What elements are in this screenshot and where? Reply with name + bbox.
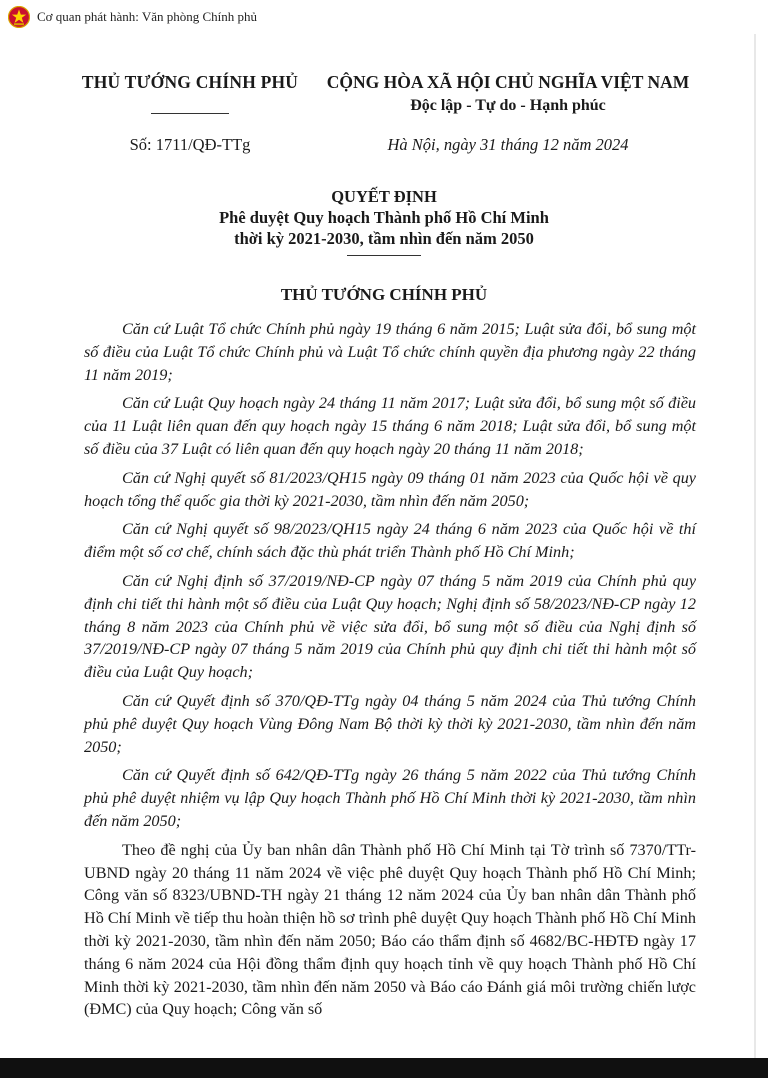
preamble-paragraph: Căn cứ Luật Tổ chức Chính phủ ngày 19 tháng 6 năm 2015; Luật sửa đổi, bổ sung một số điều của Luật Tổ chức Chính phủ và Luật Tổ chức chính quyền địa phương ngày 22 tháng 11 năm 2019; <box>84 320 696 384</box>
national-motto: Độc lập - Tự do - Hạnh phúc <box>410 97 606 114</box>
agency-block <box>70 72 310 114</box>
state-emblem-icon <box>8 6 30 28</box>
national-name: CỘNG HÒA XÃ HỘI CHỦ NGHĨA VIỆT NAM <box>326 72 690 92</box>
document-title-line-2: thời kỳ 2021-2030, tầm nhìn đến năm 2050 <box>234 229 534 248</box>
issuing-agency: THỦ TƯỚNG CHÍNH PHỦ <box>81 72 299 92</box>
agency-underline <box>151 113 229 114</box>
preamble-paragraph: Căn cứ Quyết định số 642/QĐ-TTg ngày 26 tháng 5 năm 2022 của Thủ tướng Chính phủ phê duyệt nhiệm vụ lập Quy hoạch Thành phố Hồ Chí Minh thời kỳ 2021-2030, tầm nhìn đến năm 2050; <box>84 766 696 830</box>
preamble-paragraph: Căn cứ Nghị quyết số 81/2023/QH15 ngày 09 tháng 01 năm 2023 của Quốc hội về quy hoạch tổng thể quốc gia thời kỳ 2021-2030, tầm nhìn đến năm 2050; <box>84 468 696 510</box>
document-type: QUYẾT ĐỊNH <box>331 187 437 206</box>
preamble-paragraph: Theo đề nghị của Ủy ban nhân dân Thành phố Hồ Chí Minh tại Tờ trình số 7370/TTr-UBND ngày 20 tháng 11 năm 2024 về việc phê duyệt Quy hoạch Thành phố Hồ Chí Minh; Công văn số 8323/UBND-TH ngày 21 tháng 12 năm 2024 của Ủy ban nhân dân Thành phố Hồ Chí Minh về tiếp thu hoàn thiện hồ sơ trình phê duyệt Quy hoạch Thành phố Hồ Chí Minh thời kỳ 2021-2030, tầm nhìn đến năm 2050; Báo cáo thẩm định số 4682/BC-HĐTĐ ngày 17 tháng 6 năm 2024 của Hội đồng thẩm định quy hoạch tỉnh về quy hoạch Thành phố Hồ Chí Minh thời kỳ 2021-2030, tầm nhìn đến năm 2050 và Báo cáo Đánh giá môi trường chiến lược (ĐMC) của Quy hoạch; Công văn số <box>84 840 696 1019</box>
bottom-edge <box>0 1058 768 1078</box>
national-header <box>318 72 698 115</box>
preamble-paragraph: Căn cứ Nghị định số 37/2019/NĐ-CP ngày 07 tháng 5 năm 2019 của Chính phủ quy định chi tiết thi hành một số điều của Luật Quy hoạch; Nghị định số 58/2023/NĐ-CP ngày 12 tháng 8 năm 2023 của Chính phủ về việc sửa đổi, bổ sung một số điều của Nghị định số 37/2019/NĐ-CP ngày 07 tháng 5 năm 2019 của Chính phủ quy định chi tiết thi hành một số điều của Luật Quy hoạch; <box>84 571 696 682</box>
issuer-label: Cơ quan phát hành: Văn phòng Chính phủ <box>37 9 258 24</box>
title-block <box>0 187 768 256</box>
document-dateline: Hà Nội, ngày 31 tháng 12 năm 2024 <box>387 135 629 154</box>
issuer-bar <box>0 0 768 34</box>
authority-heading: THỦ TƯỚNG CHÍNH PHỦ <box>280 285 488 304</box>
preamble-paragraph: Căn cứ Luật Quy hoạch ngày 24 tháng 11 năm 2017; Luật sửa đổi, bổ sung một số điều của 11 Luật liên quan đến quy hoạch ngày 15 tháng 6 năm 2018; Luật sửa đổi, bổ sung một số điều của 37 Luật có liên quan đến quy hoạch ngày 20 tháng 11 năm 2018; <box>84 394 696 458</box>
document-number: Số: 1711/QĐ-TTg <box>129 135 251 154</box>
preamble-paragraph: Căn cứ Quyết định số 370/QĐ-TTg ngày 04 tháng 5 năm 2024 của Thủ tướng Chính phủ phê duyệt Quy hoạch Vùng Đông Nam Bộ thời kỳ thời kỳ 2021-2030, tầm nhìn đến năm 2050; <box>84 691 696 756</box>
preamble-paragraph: Căn cứ Nghị quyết số 98/2023/QH15 ngày 24 tháng 6 năm 2023 của Quốc hội về thí điểm một số cơ chế, chính sách đặc thù phát triển Thành phố Hồ Chí Minh; <box>84 520 696 562</box>
preamble <box>84 318 696 1027</box>
title-underline <box>347 255 421 256</box>
document-title-line-1: Phê duyệt Quy hoạch Thành phố Hồ Chí Minh <box>219 208 549 227</box>
